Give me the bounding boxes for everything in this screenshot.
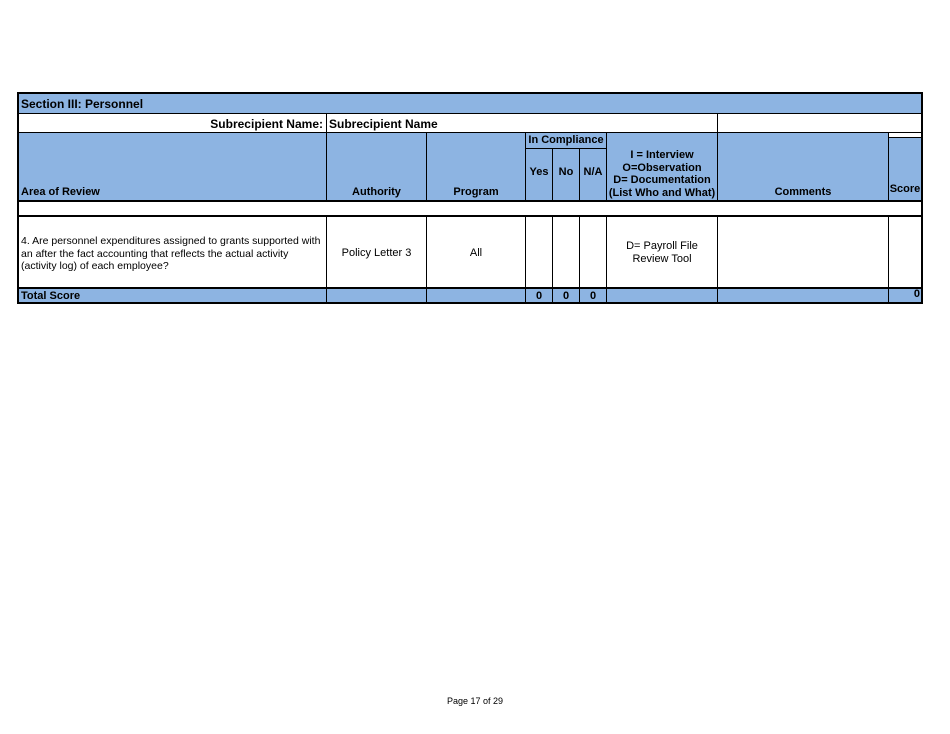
total-na: 0 — [589, 290, 597, 302]
method-interview: I = Interview — [630, 149, 694, 161]
page-number: Page 17 of 29 — [446, 696, 504, 706]
row-score-cell[interactable] — [889, 217, 921, 287]
header-in-compliance: In Compliance — [528, 134, 604, 146]
header-score: Score — [889, 183, 921, 195]
header-program: Program — [453, 186, 499, 198]
header-comments: Comments — [774, 186, 832, 198]
section-title: Section III: Personnel — [19, 94, 921, 113]
row-na-cell[interactable] — [580, 217, 606, 287]
header-authority: Authority — [352, 186, 401, 198]
header-no: No — [558, 166, 574, 178]
method-list-who-what: (List Who and What) — [608, 186, 716, 199]
review-sheet — [17, 92, 923, 304]
total-score-label: Total Score — [21, 290, 81, 302]
row-comments-cell[interactable] — [718, 217, 888, 287]
row-yes-cell[interactable] — [526, 217, 552, 287]
header-na: N/A — [583, 166, 603, 178]
method-documentation: D= Documentation — [613, 174, 711, 186]
subrecipient-name-field[interactable]: Subrecipient Name — [329, 117, 438, 131]
header-method — [607, 149, 717, 199]
row-method: D= Payroll File Review Tool — [626, 240, 698, 265]
header-area-of-review: Area of Review — [21, 186, 100, 198]
row-authority: Policy Letter 3 — [341, 247, 412, 259]
row-no-cell[interactable] — [553, 217, 579, 287]
row-program: All — [469, 247, 483, 259]
row-area-of-review: 4. Are personnel expenditures assigned to grants supported with an after the fact accounting that reflects the actual activity (activity log) of each employee? — [21, 235, 321, 272]
total-score-value: 0 — [913, 288, 920, 300]
subrecipient-label: Subrecipient Name: — [210, 117, 323, 131]
total-no: 0 — [562, 290, 570, 302]
subrecipient-extra-field[interactable] — [718, 114, 921, 132]
header-yes: Yes — [529, 166, 549, 178]
method-observation: O=Observation — [622, 161, 702, 174]
total-yes: 0 — [535, 290, 543, 302]
